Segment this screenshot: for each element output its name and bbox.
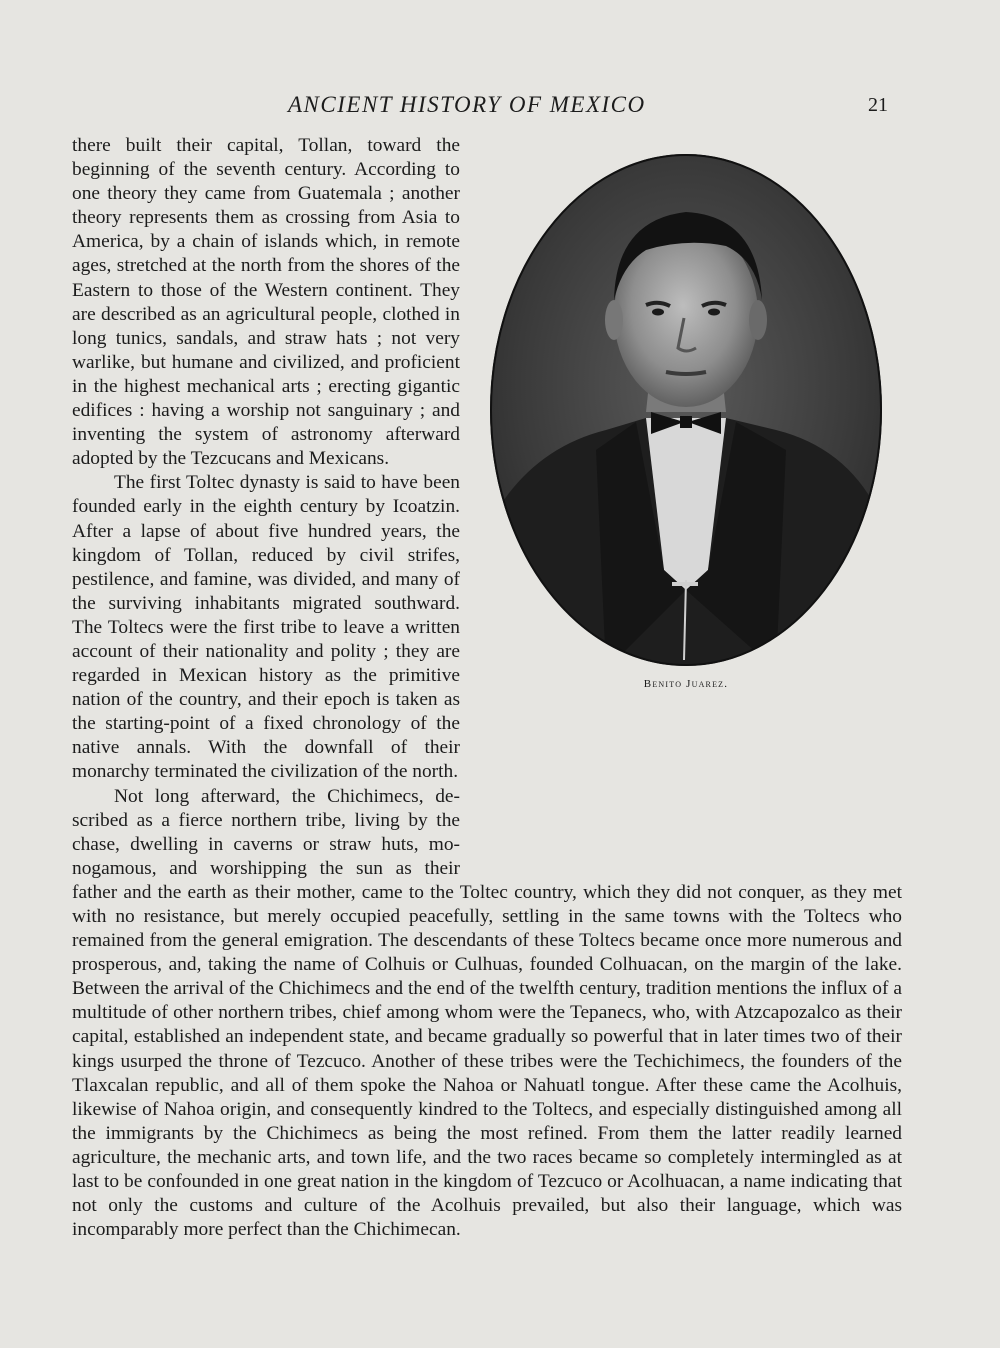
paragraph-2: The first Toltec dynasty is said to have been founded early in the eighth century by Icoatzin. After a lapse of about five hundred years, the kingdom of Tollan, reduced by civil strifes, pestilence, and famine, was divided, and many of the surviving inhabitants migrated southward. The Toltecs were the first tribe to leave a written account of their nationality and polity ; they are regarded in Mexican history as the primitive nation of the country, and their epoch is taken as the starting-point of a fixed chronology of the native annals. With the downfall of their monarchy terminated the civilization of the north.: [72, 472, 460, 783]
portrait-image: [486, 150, 886, 670]
paragraph-1: there built their capital, Tollan, toward the beginning of the seventh century. According to one theory they came from Guatemala ; another theory represents them as crossing from Asia to America, by a chain of islands which, in remote ages, stretched at the north from the shores of the Eastern to those of the Western continent. They are described as an agricultural people, clothed in long tunics, sandals, and straw hats ; not very warlike, but humane and civilized, and proficient in the highest mechanical arts ; erecting gigantic edifices : having a worship not sanguinary ; and inventing the system of astronomy afterward adopted by the Tezcucans and Mexicans.: [72, 135, 460, 470]
paragraph-3: Not long afterward, the Chichimecs, de-scribed as a fierce northern tribe, living by the chase, dwelling in caverns or straw huts, mo-nogamous, and worshipping the sun as their father and the earth as their mother, came to the Toltec country, which they did not conquer, as they met with no resistance, but merely occupied peacefully, settling in the same towns with the Toltecs who remained from the general emigration. The descendants of these Toltecs became once more numerous and prosperous, and, taking the name of Colhuis or Culhuas, founded Colhuacan, on the margin of the lake. Between the arrival of the Chichimecs and the end of the twelfth century, tradition mentions the influx of a multitude of other northern tribes, chief among whom were the Tepanecs, who, with Atzcapozalco as their capital, established an independent state, and became gradually so powerful that in later times two of their kings usurped the throne of Tezcuco. Another of these tribes were the Techichimecs, the founders of the Tlaxcalan republic, and all of them spoke the Nahoa or Nahuatl tongue. After these came the Acolhuis, likewise of Nahoa origin, and consequently kindred to the Toltecs, and especially distinguished among all the immigrants by the Chichimecs as being the most refined. From them the latter readily learned agriculture, the mechanic arts, and town life, and the two races became so completely intermingled as at last to be confounded in one great nation in the kingdom of Tezcuco or Acolhuacan, a name indicating that not only the customs and culture of the Acolhuis prevailed, but also their language, which was incomparably more perfect than the Chichimecan.: [72, 785, 902, 1241]
portrait-figure: [474, 134, 902, 860]
page-number: 21: [868, 94, 888, 116]
running-header: [0, 92, 1000, 122]
body-text: [72, 134, 902, 1242]
running-title: ANCIENT HISTORY OF MEXICO: [288, 92, 646, 117]
portrait-frame: [486, 150, 886, 670]
figure-caption: Benito Juarez.: [643, 678, 729, 690]
